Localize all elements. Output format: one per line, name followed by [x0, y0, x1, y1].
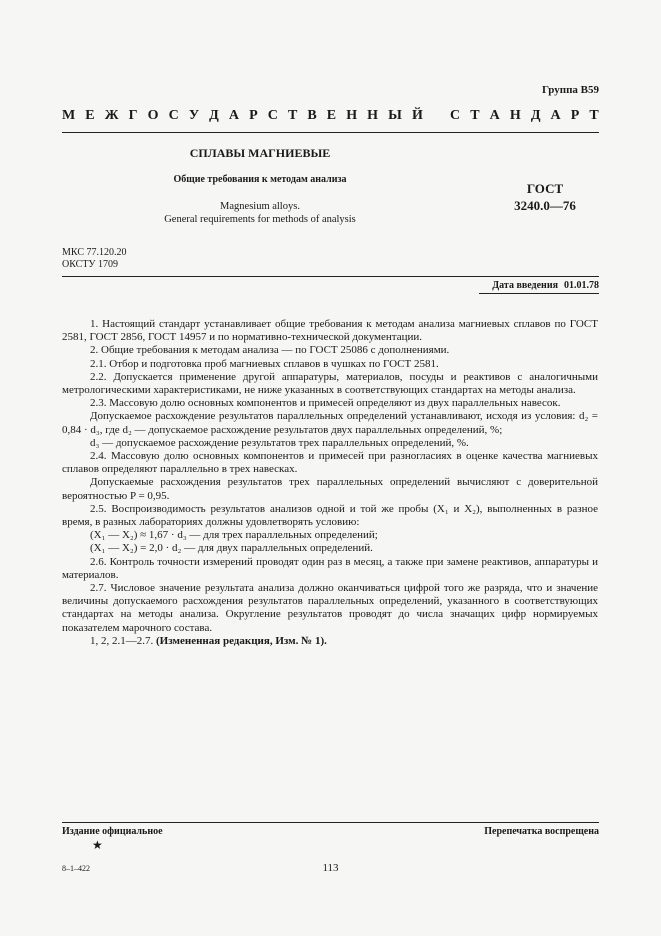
- paragraph-tolerance: Допускаемое расхождение результатов параллельных определений устанавливают, исходя из условия: d₂ = 0,84 · d₃, где d₂ — допускаемое расхождение результатов двух параллельных определений, %;: [62, 410, 598, 436]
- heading-gap: [433, 108, 440, 124]
- paragraph-2-5: 2.5. Воспроизводимость результатов анализов одной и той же пробы (X₁ и X₂), выполненных в разное время, в разных лабораториях должны удовлетворять условию:: [62, 502, 598, 529]
- heading-letter: Т: [287, 108, 298, 123]
- paragraph-amendment: [62, 635, 598, 648]
- classification-codes: [62, 247, 126, 271]
- paragraph-2-2: 2.2. Допускается применение другой аппаратуры, материалов, посуды и реактивов с аналогичными метрологическими характеристиками, не ниже указанных в соответствующих стандартах на методы анализа.: [62, 370, 598, 397]
- top-rule: [62, 132, 599, 133]
- paragraph-d3: d₃ — допускаемое расхождение результатов трех параллельных определений, %.: [90, 436, 469, 449]
- document-title: СПЛАВЫ МАГНИЕВЫЕ: [189, 146, 331, 160]
- gost-number: 3240.0—76: [514, 198, 576, 213]
- heading-letter: Е: [326, 108, 337, 123]
- english-title-line-2: General requirements for methods of analysis: [164, 214, 356, 225]
- middle-rule: [62, 276, 599, 277]
- amendment-items: 1, 2, 2.1—2.7.: [90, 634, 156, 647]
- gost-designation: [470, 180, 620, 214]
- heading-letter: Ж: [104, 108, 119, 123]
- group-code: Группа В59: [541, 84, 599, 96]
- print-code: 8–1–422: [62, 864, 90, 873]
- paragraph-confidence: Допускаемые расхождения результатов трех параллельных определений вычисляют с доверительной вероятностью P = 0,95.: [62, 476, 598, 502]
- heading-letter: Ы: [388, 108, 402, 123]
- reprint-prohibited: Перепечатка воспрещена: [484, 826, 599, 837]
- paragraph-2-3: 2.3. Массовую долю основных компонентов и примесей определяют из двух параллельных навесок.: [90, 397, 561, 410]
- introduction-date-label: Дата введения: [492, 280, 558, 291]
- heading-letter: Н: [509, 108, 521, 123]
- heading-letter: Р: [249, 108, 258, 123]
- interstate-standard-heading: [62, 108, 599, 124]
- date-rule: [479, 293, 599, 294]
- heading-letter: А: [228, 108, 240, 123]
- heading-letter: Д: [209, 108, 219, 123]
- introduction-date-value: 01.01.78: [564, 280, 599, 291]
- formula-three: (X₁ — X₂) ≈ 1,67 · d₃ — для трех параллельных определений;: [90, 529, 378, 542]
- paragraph-2-1: 2.1. Отбор и подготовка проб магниевых сплавов в чушках по ГОСТ 2581.: [90, 357, 439, 370]
- english-title: [62, 200, 458, 226]
- amendment-note: (Измененная редакция, Изм. № 1).: [156, 634, 327, 647]
- introduction-date: [492, 280, 599, 291]
- page-number: 113: [322, 862, 339, 874]
- document-body: [62, 318, 598, 648]
- heading-letter: О: [147, 108, 159, 123]
- english-title-line-1: Magnesium alloys.: [220, 201, 300, 212]
- footer-rule: [62, 822, 599, 823]
- gost-label: ГОСТ: [526, 181, 564, 196]
- mks-code: МКС 77.120.20: [62, 247, 127, 258]
- paragraph-2-4: 2.4. Массовую долю основных компонентов и примесей при разногласиях в оценке качества магниевых сплавов определяют параллельно в трех навесках.: [62, 450, 598, 476]
- heading-letter: А: [550, 108, 561, 123]
- paragraph-2: 2. Общие требования к методам анализа — по ГОСТ 25086 с дополнениями.: [90, 344, 450, 357]
- paragraph-1: 1. Настоящий стандарт устанавливает общие требования к методам анализа магниевых сплавов по ГОСТ 2581, ГОСТ 2856, ГОСТ 14957 и по нормативно-технической документации.: [62, 318, 598, 344]
- heading-letter: А: [489, 108, 500, 123]
- formula-two: (X₁ — X₂) = 2,0 · d₂ — для двух параллельных определений.: [90, 542, 373, 555]
- heading-letter: Н: [346, 108, 358, 123]
- heading-letter: Н: [367, 108, 379, 123]
- document-subtitle: Общие требования к методам анализа: [173, 174, 347, 185]
- star-icon: ★: [92, 838, 103, 852]
- heading-letter: Р: [570, 108, 580, 123]
- paragraph-2-7: 2.7. Числовое значение результата анализа должно оканчиваться цифрой того же разряда, что и значение величины допускаемого расхождения результатов параллельных определений, указанного в соответствующих стандартах на методы анализа. Округление результатов проводят до числа значащих цифр нормируемых показателем марочного состава.: [62, 582, 598, 634]
- heading-letter: Д: [530, 108, 541, 123]
- heading-letter: С: [450, 108, 461, 123]
- heading-letter: Й: [411, 108, 423, 123]
- heading-letter: С: [168, 108, 179, 123]
- paragraph-2-6: 2.6. Контроль точности измерений проводят один раз в месяц, а также при замене реактивов, аппаратуры и материалов.: [62, 555, 598, 581]
- heading-letter: Г: [128, 108, 138, 123]
- heading-letter: М: [62, 108, 76, 123]
- heading-letter: С: [267, 108, 278, 123]
- official-edition: Издание официальное: [62, 826, 163, 837]
- heading-letter: Т: [589, 108, 599, 123]
- heading-letter: В: [307, 108, 317, 123]
- okstu-code: ОКСТУ 1709: [62, 259, 119, 270]
- heading-letter: У: [188, 108, 200, 123]
- heading-letter: Е: [85, 108, 95, 123]
- heading-letter: Т: [470, 108, 480, 123]
